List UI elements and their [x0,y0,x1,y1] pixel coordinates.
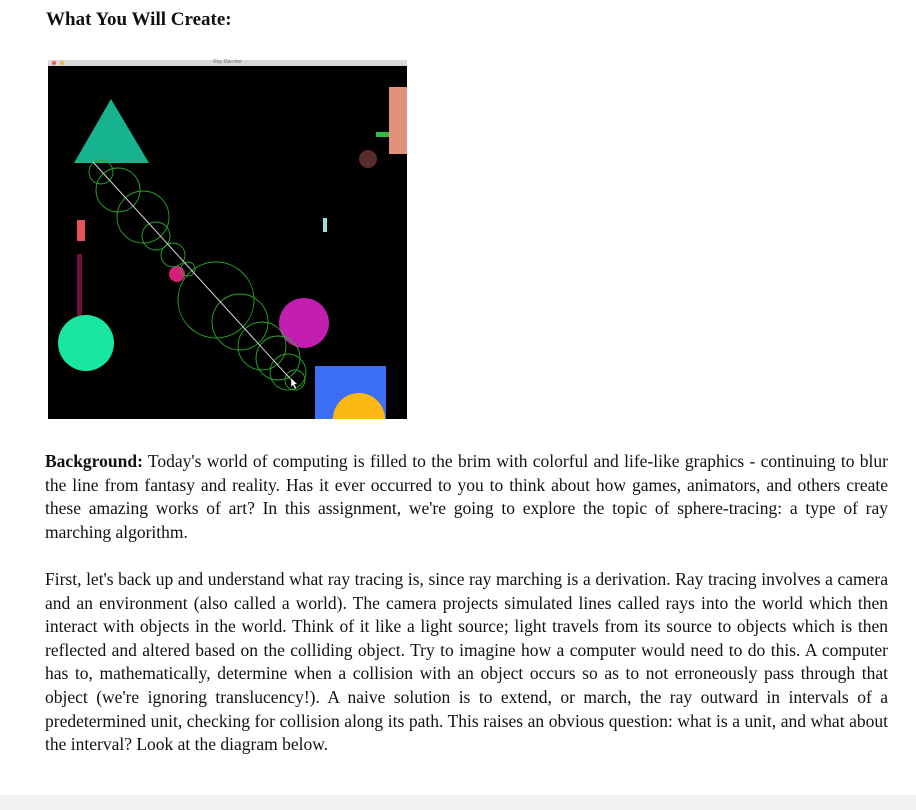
ray-tracing-paragraph: First, let's back up and understand what ray tracing is, since ray marching is a derivation. Ray tracing involves a camera and an environment (also called a world). The camera projects simulated lines called rays into the world which then interact with objects in the world. Think of it like a light source; light travels from its source to objects which is then reflected and altered based on the colliding object. Try to imagine how a computer would need to do this. A computer has to, mathematically, determine when a collision with an object occurs so as to not erroneously pass through that object (we're ignoring translucency!). A naive solution is to extend, or march, the ray outward in intervals of a predetermined unit, checking for collision along its path. This raises an obvious question: what is a unit, and what about the interval? Look at the diagram below. [45,569,888,755]
page-heading: What You Will Create: [46,9,232,30]
cyan-bar [323,218,327,232]
background-text: Today's world of computing is filled to the brim with colorful and life-like graphics - continuing to blur the line from fantasy and reality. Has it ever occurred to you to think about how games, animators, and others create these amazing works of art? In this assignment, we're going to explore the topic of sphere-tracing: a type of ray marching algorithm. [45,451,888,542]
mint-circle [58,315,114,371]
dark-circle [359,150,377,168]
march-circle [256,336,300,380]
page-bottom-strip [0,795,916,810]
triangle-shape [74,99,149,163]
ray-line [93,162,295,384]
green-bar [376,132,389,137]
ray-marcher-window [48,60,407,419]
magenta-large-circle [279,298,329,348]
salmon-rectangle [389,87,407,154]
window-title: Ray Marcher [213,59,242,65]
march-circles [89,160,306,390]
background-label: Background: [45,451,143,471]
ray-marching-scene [48,66,407,419]
background-paragraph [45,450,888,544]
march-circle [161,243,185,267]
red-rectangle [77,220,85,241]
